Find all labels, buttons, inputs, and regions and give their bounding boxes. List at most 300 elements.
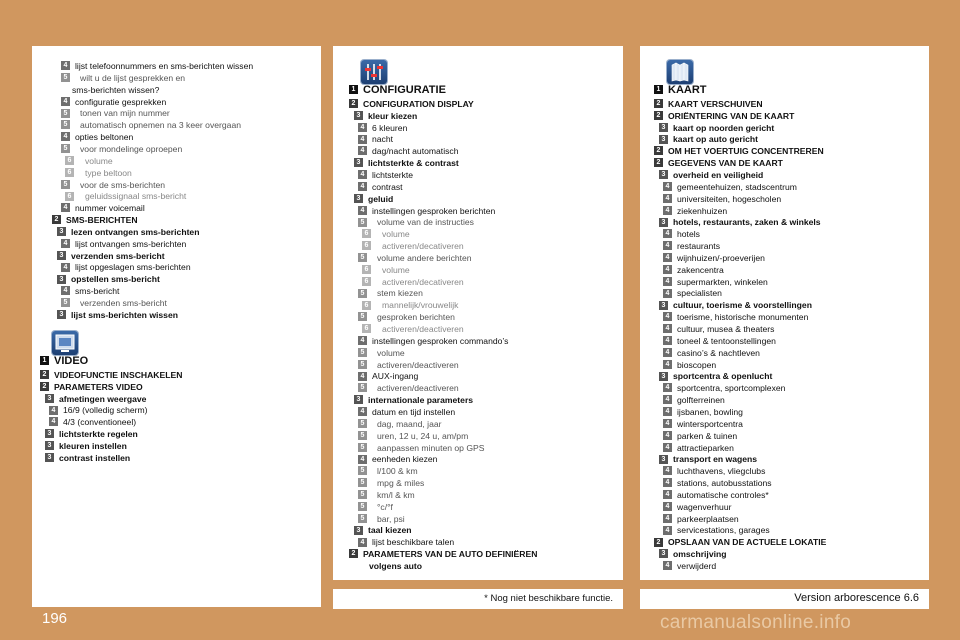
menu-item-label: lijst telefoonnummers en sms-berichten wissen	[75, 61, 254, 71]
level-badge: 5	[61, 120, 70, 129]
menu-tree-item	[358, 513, 405, 525]
level-badge: 5	[358, 383, 367, 392]
menu-item-label: ziekenhuizen	[677, 205, 728, 216]
level-badge: 4	[663, 348, 672, 357]
menu-item-label: 6 kleuren	[372, 122, 408, 133]
level-badge: 4	[663, 277, 672, 286]
menu-item-label: configuratie gesprekken	[75, 96, 167, 107]
menu-tree-item	[654, 145, 824, 157]
level-badge: 6	[362, 241, 371, 250]
level-badge: 4	[49, 417, 58, 426]
menu-item-label: instellingen gesproken commando’s	[372, 335, 509, 346]
level-badge: 4	[663, 561, 672, 570]
menu-tree-item	[358, 489, 415, 501]
menu-tree-item	[659, 548, 726, 560]
menu-tree-item	[40, 381, 143, 393]
menu-item-label: lijst sms-berichten wissen	[71, 309, 178, 320]
menu-tree-item	[65, 167, 132, 179]
menu-tree-item	[663, 276, 768, 288]
menu-tree-item	[663, 442, 734, 454]
menu-tree-item	[663, 347, 760, 359]
level-badge: 5	[358, 360, 367, 369]
menu-item-label: volume van de instructies	[377, 217, 474, 228]
menu-tree-item	[358, 181, 403, 193]
menu-tree-item	[354, 394, 473, 406]
menu-item-label: toerisme, historische monumenten	[677, 312, 809, 323]
level-badge: 3	[45, 441, 54, 450]
level-badge: 6	[65, 168, 74, 177]
menu-tree-item	[358, 311, 455, 323]
menu-item-label: l/100 & km	[377, 466, 418, 477]
menu-item-label: instellingen gesproken berichten	[372, 205, 496, 216]
level-badge: 5	[61, 144, 70, 153]
menu-tree-item	[358, 145, 458, 157]
footnote: * Nog niet beschikbare functie.	[484, 593, 613, 604]
section-heading	[349, 84, 446, 96]
menu-tree-item	[358, 252, 472, 264]
level-badge: 2	[349, 549, 358, 558]
menu-item-label: lichtsterkte	[372, 169, 414, 180]
level-badge: 3	[354, 158, 363, 167]
menu-tree-item	[663, 477, 772, 489]
level-badge: 4	[663, 336, 672, 345]
menu-tree-item	[61, 131, 133, 143]
level-badge: 3	[659, 301, 668, 310]
menu-item-label: volume	[382, 229, 410, 240]
menu-item-label: geluid	[368, 193, 394, 204]
menu-tree-item	[358, 453, 437, 465]
menu-item-label: activeren/deactiveren	[377, 359, 459, 370]
level-badge: 1	[40, 356, 49, 365]
menu-tree-item	[358, 122, 407, 134]
level-badge: 3	[57, 275, 66, 284]
level-badge: 3	[57, 251, 66, 260]
menu-tree-item	[663, 501, 731, 513]
menu-tree-item	[349, 98, 474, 110]
video-settings-icon	[52, 331, 78, 355]
menu-item-label: 4/3 (conventioneel)	[63, 417, 137, 428]
menu-item-label: hotels	[677, 229, 700, 240]
level-badge: 4	[663, 383, 672, 392]
menu-tree-item	[358, 216, 474, 228]
menu-item-label: internationale parameters	[368, 395, 474, 406]
menu-tree-item	[663, 311, 808, 323]
level-badge: 3	[659, 123, 668, 132]
menu-item-label: SMS-BERICHTEN	[66, 215, 138, 226]
level-badge: 5	[61, 180, 70, 189]
menu-item-label: contrast instellen	[59, 452, 131, 463]
level-badge: 4	[61, 239, 70, 248]
level-badge: 2	[40, 382, 49, 391]
menu-tree-item	[61, 285, 119, 297]
menu-item-label: bioscopen	[677, 359, 717, 370]
level-badge: 4	[358, 146, 367, 155]
menu-item-label: overheid en veiligheid	[673, 169, 764, 180]
level-badge: 5	[358, 253, 367, 262]
level-badge: 4	[61, 132, 70, 141]
level-badge: 5	[358, 502, 367, 511]
section-heading	[40, 355, 88, 367]
level-badge: 4	[663, 395, 672, 404]
level-badge: 3	[354, 194, 363, 203]
menu-item-label: CONFIGURATION DISPLAY	[363, 98, 474, 109]
menu-tree-item	[663, 465, 765, 477]
menu-item-label: restaurants	[677, 241, 720, 252]
menu-tree-item	[61, 72, 185, 84]
menu-tree-item	[663, 489, 769, 501]
menu-tree-item	[61, 238, 186, 250]
menu-item-label: °c/°f	[377, 501, 393, 512]
level-badge: 3	[659, 372, 668, 381]
menu-tree-item	[362, 240, 464, 252]
level-badge: 1	[349, 85, 358, 94]
menu-item-label: dag/nacht automatisch	[372, 146, 459, 157]
menu-item-label: volume	[377, 347, 405, 358]
level-badge: 4	[663, 443, 672, 452]
menu-item-label: OM HET VOERTUIG CONCENTREREN	[668, 146, 824, 157]
menu-item-label: parkeerplaatsen	[677, 513, 739, 524]
menu-item-label: ORIËNTERING VAN DE KAART	[668, 110, 795, 121]
menu-tree-item	[358, 465, 418, 477]
level-badge: 5	[358, 312, 367, 321]
menu-item-label: OPSLAAN VAN DE ACTUELE LOKATIE	[668, 537, 827, 548]
menu-item-label: kleur kiezen	[368, 110, 418, 121]
menu-tree-item	[663, 228, 700, 240]
menu-item-label: eenheden kiezen	[372, 454, 438, 465]
menu-tree-item	[45, 393, 146, 405]
page-number: 196	[42, 610, 68, 627]
level-badge: 5	[358, 419, 367, 428]
menu-item-label: verwijderd	[677, 561, 717, 571]
level-badge: 4	[61, 203, 70, 212]
menu-tree-item	[362, 299, 458, 311]
level-badge: 4	[663, 526, 672, 535]
level-badge: 4	[663, 431, 672, 440]
menu-tree-item	[52, 214, 138, 226]
menu-item-label: volume andere berichten	[377, 252, 472, 263]
menu-tree-item	[659, 169, 763, 181]
menu-tree-item	[61, 60, 253, 72]
menu-tree-column-3	[640, 46, 929, 580]
map-book-icon	[667, 60, 693, 84]
level-badge: 4	[358, 538, 367, 547]
menu-tree-item	[663, 252, 765, 264]
menu-tree-item	[663, 524, 770, 536]
menu-tree-item	[362, 276, 464, 288]
menu-tree-item	[358, 536, 454, 548]
menu-tree-item	[45, 428, 138, 440]
configuration-sliders-icon	[361, 60, 387, 84]
menu-item-label: automatische controles*	[677, 489, 769, 500]
menu-tree-item	[354, 110, 417, 122]
level-badge: 2	[654, 111, 663, 120]
menu-item-label: geluidssignaal sms-bericht	[85, 191, 187, 202]
menu-item-label: activeren/decativeren	[382, 241, 464, 252]
menu-item-label: opstellen sms-bericht	[71, 274, 160, 285]
menu-item-label: kaart op noorden gericht	[673, 122, 775, 133]
menu-tree-item	[61, 96, 166, 108]
menu-item-label: gemeentehuizen, stadscentrum	[677, 181, 797, 192]
menu-tree-item	[354, 157, 459, 169]
level-badge: 4	[663, 206, 672, 215]
level-badge: 4	[49, 406, 58, 415]
menu-tree-item	[654, 110, 794, 122]
menu-item-label: GEGEVENS VAN DE KAART	[668, 158, 783, 169]
menu-item-label: mannelijk/vrouwelijk	[382, 300, 459, 311]
level-badge: 4	[61, 61, 70, 70]
menu-item-label: omschrijving	[673, 549, 727, 560]
menu-tree-item	[659, 299, 812, 311]
menu-tree-item	[358, 169, 413, 181]
menu-tree-item	[61, 107, 170, 119]
section-heading	[654, 84, 707, 96]
menu-item-label: cultuur, toerisme & voorstellingen	[673, 300, 812, 311]
menu-tree-item	[358, 418, 442, 430]
level-badge: 5	[358, 466, 367, 475]
menu-item-label: casino’s & nachtleven	[677, 347, 760, 358]
level-badge: 4	[663, 478, 672, 487]
menu-tree-column-2	[333, 46, 623, 580]
menu-tree-item	[663, 430, 737, 442]
menu-tree-item	[358, 406, 455, 418]
menu-item-label: luchthavens, vliegclubs	[677, 466, 766, 477]
menu-item-label: stations, autobusstations	[677, 478, 772, 489]
menu-item-label: lezen ontvangen sms-berichten	[71, 226, 200, 237]
level-badge: 5	[358, 490, 367, 499]
level-badge: 6	[362, 324, 371, 333]
menu-tree-item	[49, 404, 148, 416]
menu-tree-item	[57, 250, 165, 262]
menu-tree-item	[358, 287, 423, 299]
level-badge: 3	[659, 135, 668, 144]
menu-item-label: tonen van mijn nummer	[80, 108, 170, 119]
level-badge: 4	[61, 263, 70, 272]
menu-item-label: transport en wagens	[673, 454, 758, 465]
menu-item-label: sms-bericht	[75, 286, 120, 297]
level-badge: 3	[659, 549, 668, 558]
level-badge: 3	[57, 227, 66, 236]
level-badge: 4	[663, 419, 672, 428]
menu-tree-item	[663, 418, 743, 430]
menu-item-label: servicestations, garages	[677, 525, 770, 536]
menu-tree-item	[659, 216, 821, 228]
menu-tree-item	[663, 382, 785, 394]
level-badge: 6	[362, 265, 371, 274]
menu-tree-item	[354, 524, 411, 536]
menu-tree-item	[61, 179, 165, 191]
menu-item-label: KAART VERSCHUIVEN	[668, 98, 763, 109]
menu-tree-item	[654, 98, 763, 110]
menu-item-label: AUX-ingang	[372, 371, 419, 382]
menu-tree-item	[358, 335, 508, 347]
menu-tree-column-1	[32, 46, 321, 607]
level-badge: 4	[663, 466, 672, 475]
menu-item-label: lichtsterkte regelen	[59, 429, 138, 440]
level-badge: 6	[65, 192, 74, 201]
menu-tree-item	[663, 193, 781, 205]
menu-tree-item	[358, 205, 495, 217]
level-badge: 4	[663, 194, 672, 203]
menu-item-label: voor mondelinge oproepen	[80, 143, 183, 154]
menu-tree-item	[358, 382, 459, 394]
level-badge: 5	[358, 348, 367, 357]
menu-tree-item	[659, 453, 757, 465]
menu-tree-item	[358, 370, 418, 382]
footnote-box	[333, 589, 623, 609]
menu-item-label: toneel & tentoonstellingen	[677, 335, 776, 346]
level-badge: 4	[61, 97, 70, 106]
level-badge: 4	[358, 336, 367, 345]
menu-item-label: lijst beschikbare talen	[372, 537, 455, 548]
menu-tree-item	[659, 133, 758, 145]
level-badge: 4	[663, 289, 672, 298]
level-badge: 5	[358, 431, 367, 440]
level-badge: 2	[52, 215, 61, 224]
menu-item-label: lijst ontvangen sms-berichten	[75, 238, 187, 249]
level-badge: 3	[354, 111, 363, 120]
level-badge: 2	[654, 538, 663, 547]
menu-item-label: gesproken berichten	[377, 312, 455, 323]
menu-item-label: wagenverhuur	[677, 501, 732, 512]
level-badge: 5	[61, 73, 70, 82]
menu-item-label: PARAMETERS VAN DE AUTO DEFINIËREN	[363, 549, 538, 560]
menu-tree-item	[362, 323, 464, 335]
menu-tree-item	[61, 202, 145, 214]
menu-item-label: activeren/deactiveren	[377, 383, 459, 394]
level-badge: 5	[358, 478, 367, 487]
menu-tree-item	[663, 513, 739, 525]
level-badge: 6	[65, 156, 74, 165]
menu-item-label: verzenden sms-bericht	[80, 298, 167, 308]
menu-tree-item	[663, 323, 774, 335]
level-badge: 4	[663, 514, 672, 523]
level-badge: 4	[358, 123, 367, 132]
menu-item-label: cultuur, musea & theaters	[677, 324, 775, 334]
menu-item-label: mpg & miles	[377, 478, 425, 489]
menu-tree-item	[362, 228, 410, 240]
level-badge: 4	[663, 324, 672, 333]
menu-item-label: specialisten	[677, 288, 722, 299]
menu-item-label: attractieparken	[677, 442, 734, 453]
menu-item-label: dag, maand, jaar	[377, 418, 442, 429]
menu-item-label: PARAMETERS VIDEO	[54, 381, 143, 392]
menu-item-label: ijsbanen, bowling	[677, 406, 743, 417]
menu-item-label: datum en tijd instellen	[372, 406, 456, 417]
menu-tree-item	[45, 452, 130, 464]
menu-item-label: parken & tuinen	[677, 430, 738, 441]
menu-tree-item	[654, 536, 826, 548]
menu-tree-item	[65, 155, 113, 167]
menu-item-label: activeren/deactiveren	[382, 324, 464, 334]
menu-item-label: CONFIGURATIE	[363, 84, 446, 96]
level-badge: 3	[659, 218, 668, 227]
level-badge: 3	[659, 170, 668, 179]
menu-item-label: kaart op auto gericht	[673, 134, 758, 145]
level-badge: 5	[61, 298, 70, 307]
menu-item-label: KAART	[668, 84, 707, 96]
level-badge: 5	[358, 443, 367, 452]
menu-item-label: golfterreinen	[677, 395, 725, 406]
menu-item-label: sms-berichten wissen?	[72, 84, 160, 95]
level-badge: 4	[358, 135, 367, 144]
level-badge: 3	[45, 394, 54, 403]
menu-tree-item	[358, 359, 459, 371]
menu-tree-item	[663, 264, 724, 276]
level-badge: 3	[659, 455, 668, 464]
menu-tree-item	[358, 442, 485, 454]
level-badge: 6	[362, 301, 371, 310]
menu-item-label: zakencentra	[677, 264, 724, 275]
menu-tree-item	[40, 369, 182, 381]
menu-tree-item	[369, 560, 422, 572]
menu-tree-item	[654, 157, 783, 169]
level-badge: 4	[663, 265, 672, 274]
menu-item-label: hotels, restaurants, zaken & winkels	[673, 217, 821, 228]
level-badge: 4	[663, 502, 672, 511]
level-badge: 3	[354, 526, 363, 535]
level-badge: 2	[40, 370, 49, 379]
menu-item-label: afmetingen weergave	[59, 393, 147, 404]
menu-tree-item	[663, 287, 722, 299]
menu-item-label: VIDEOFUNCTIE INSCHAKELEN	[54, 369, 183, 380]
menu-tree-item	[61, 143, 182, 155]
menu-tree-item	[663, 406, 743, 418]
menu-tree-item	[663, 335, 776, 347]
menu-item-label: lijst opgeslagen sms-berichten	[75, 262, 191, 273]
level-badge: 4	[663, 182, 672, 191]
menu-item-label: supermarkten, winkelen	[677, 276, 768, 287]
menu-item-label: opties beltonen	[75, 132, 134, 143]
menu-tree-item	[358, 477, 424, 489]
menu-item-label: km/l & km	[377, 489, 415, 500]
level-badge: 6	[362, 277, 371, 286]
menu-tree-item	[659, 370, 772, 382]
level-badge: 4	[358, 206, 367, 215]
menu-item-label: 16/9 (volledig scherm)	[63, 405, 148, 416]
level-badge: 3	[57, 310, 66, 319]
level-badge: 4	[663, 229, 672, 238]
menu-item-label: universiteiten, hogescholen	[677, 193, 782, 204]
menu-tree-item	[663, 394, 725, 406]
menu-tree-item	[358, 430, 468, 442]
level-badge: 2	[349, 99, 358, 108]
menu-tree-item	[663, 560, 716, 572]
level-badge: 4	[663, 360, 672, 369]
menu-item-label: taal kiezen	[368, 525, 412, 536]
level-badge: 4	[358, 455, 367, 464]
menu-tree-item	[65, 190, 186, 202]
version-box	[640, 589, 929, 609]
menu-item-label: VIDEO	[54, 355, 89, 367]
level-badge: 4	[358, 407, 367, 416]
level-badge: 4	[61, 286, 70, 295]
menu-tree-item	[57, 226, 199, 238]
menu-item-label: volume	[85, 155, 113, 166]
menu-tree-item	[57, 273, 160, 285]
menu-tree-item	[61, 119, 241, 131]
level-badge: 5	[358, 218, 367, 227]
menu-item-label: aanpassen minuten op GPS	[377, 442, 485, 453]
menu-tree-item	[61, 297, 167, 309]
menu-item-label: volgens auto	[369, 561, 423, 571]
level-badge: 5	[358, 514, 367, 523]
menu-item-label: verzenden sms-bericht	[71, 250, 165, 261]
menu-item-label: nummer voicemail	[75, 203, 145, 214]
level-badge: 2	[654, 99, 663, 108]
menu-tree-item	[45, 440, 127, 452]
menu-tree-item	[663, 359, 716, 371]
level-badge: 5	[61, 109, 70, 118]
